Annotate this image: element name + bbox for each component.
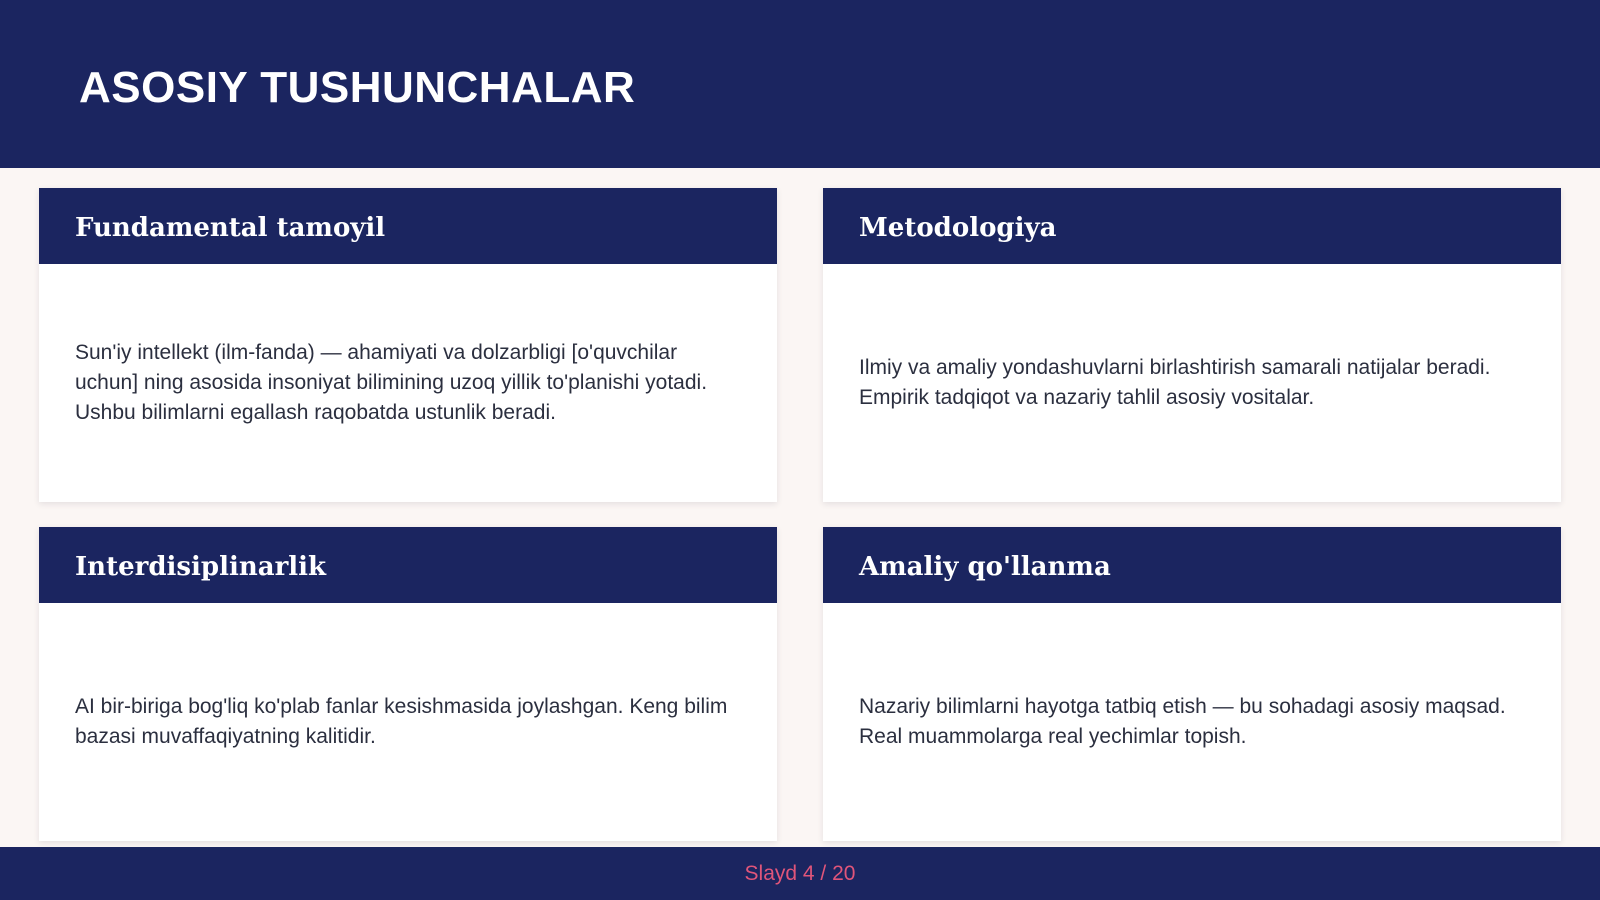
slide-footer bbox=[0, 847, 1600, 900]
card-header bbox=[39, 188, 777, 264]
card-text: AI bir-biriga bog'liq ko'plab fanlar kesishmasida joylashgan. Keng bilim bazasi muvaffaqiyatning kalitidir. bbox=[75, 695, 728, 748]
card-interdisiplinarlik bbox=[39, 527, 777, 841]
card-text: Ilmiy va amaliy yondashuvlarni birlashtirish samarali natijalar beradi. Empirik tadqiqot va nazariy tahlil asosiy vositalar. bbox=[859, 356, 1491, 409]
card-body bbox=[823, 264, 1561, 502]
card-heading: Fundamental tamoyil bbox=[75, 213, 386, 243]
card-header bbox=[823, 527, 1561, 603]
slide-counter: Slayd 4 / 20 bbox=[744, 862, 856, 885]
card-heading: Amaliy qo'llanma bbox=[859, 552, 1111, 582]
card-amaliy-qollanma bbox=[823, 527, 1561, 841]
card-header bbox=[823, 188, 1561, 264]
card-metodologiya bbox=[823, 188, 1561, 502]
slide-header bbox=[0, 0, 1600, 168]
card-body bbox=[823, 603, 1561, 841]
card-header bbox=[39, 527, 777, 603]
card-body bbox=[39, 603, 777, 841]
slide-title: ASOSIY TUSHUNCHALAR bbox=[79, 63, 636, 112]
card-text: Sun'iy intellekt (ilm-fanda) — ahamiyati va dolzarbligi [o'quvchilar uchun] ning asosida insoniyat bilimining uzoq yillik to'planishi yotadi. Ushbu bilimlarni egallash raqobatda ustunlik beradi. bbox=[75, 341, 708, 424]
card-fundamental-tamoyil bbox=[39, 188, 777, 502]
card-heading: Metodologiya bbox=[859, 213, 1057, 243]
card-heading: Interdisiplinarlik bbox=[75, 552, 327, 582]
card-text: Nazariy bilimlarni hayotga tatbiq etish — bu sohadagi asosiy maqsad. Real muammolarga real yechimlar topish. bbox=[859, 695, 1506, 748]
card-body bbox=[39, 264, 777, 502]
